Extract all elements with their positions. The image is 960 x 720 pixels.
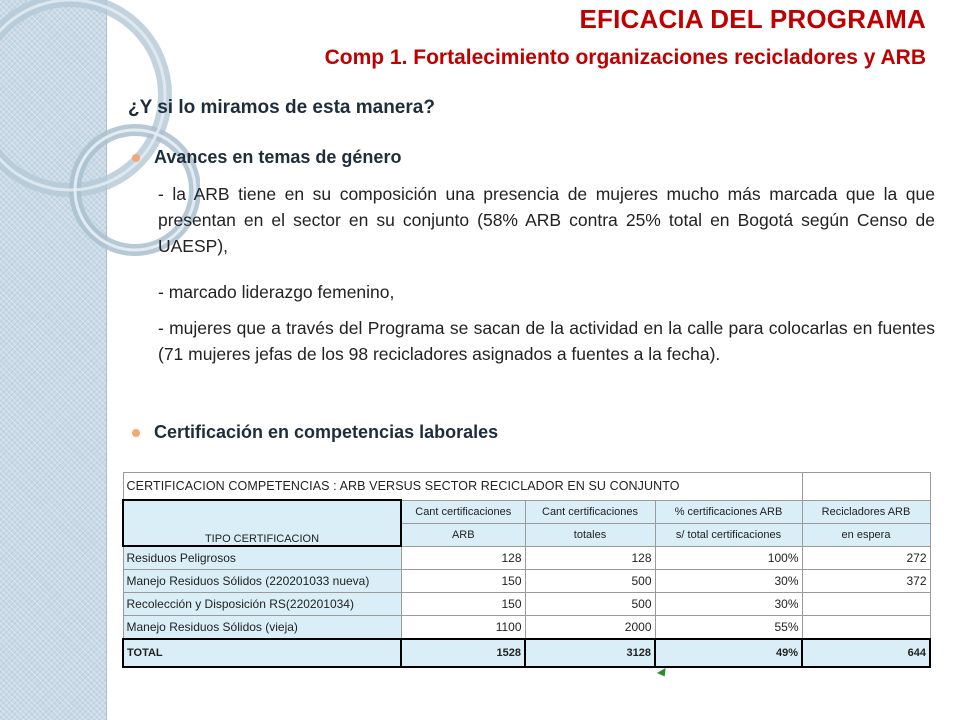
row-espera: 272 (802, 546, 930, 570)
row-tipo: Residuos Peligrosos (123, 546, 401, 570)
header-pct-line1: % certificaciones ARB (655, 500, 802, 523)
row-arb: 1100 (401, 616, 525, 640)
table-row (123, 546, 930, 570)
row-pct: 30% (655, 593, 802, 616)
row-pct: 30% (655, 570, 802, 593)
table-header-row-1 (123, 500, 930, 523)
header-arb-line1: Cant certificaciones (401, 500, 525, 523)
header-pct-line2: s/ total certificaciones (655, 523, 802, 546)
page-subtitle: Comp 1. Fortalecimiento organizaciones recicladores y ARB (324, 46, 926, 69)
bullet-certificacion (136, 422, 498, 443)
header-totales-line1: Cant certificaciones (525, 500, 655, 523)
row-arb: 128 (401, 546, 525, 570)
table-row (123, 616, 930, 640)
row-totales: 2000 (525, 616, 655, 640)
header-tipo: TIPO CERTIFICACION (123, 500, 401, 546)
header-espera-line2: en espera (802, 523, 930, 546)
row-espera (802, 616, 930, 640)
paragraph-composicion: - la ARB tiene en su composición una presencia de mujeres mucho más marcada que la que presentan en el sector en su conjunto (58% ARB contra 25% total en Bogotá según Censo de UAESP), (158, 184, 935, 256)
paragraph-liderazgo: - marcado liderazgo femenino, (158, 282, 395, 302)
cell-error-indicator-icon (657, 668, 669, 679)
total-label: TOTAL (123, 639, 401, 667)
row-arb: 150 (401, 593, 525, 616)
table-row (123, 593, 930, 616)
header-arb-line2: ARB (401, 523, 525, 546)
row-tipo: Recolección y Disposición RS(220201034) (123, 593, 401, 616)
table-caption-empty (802, 473, 930, 501)
row-tipo: Manejo Residuos Sólidos (vieja) (123, 616, 401, 640)
bullet-certificacion-text: Certificación en competencias laborales (154, 422, 499, 442)
page-title: EFICACIA DEL PROGRAMA (579, 4, 926, 34)
row-espera (802, 593, 930, 616)
certification-table (122, 472, 931, 668)
table-caption: CERTIFICACION COMPETENCIAS : ARB VERSUS SECTOR RECICLADOR EN SU CONJUNTO (123, 473, 802, 501)
bullet-genero-text: Avances en temas de género (154, 147, 402, 167)
question-heading: ¿Y si lo miramos de esta manera? (128, 97, 435, 118)
total-pct: 49% (655, 639, 802, 667)
row-pct: 100% (655, 546, 802, 570)
row-arb: 150 (401, 570, 525, 593)
table-total-row (123, 639, 930, 667)
total-totales: 3128 (525, 639, 655, 667)
paragraph-mujeres-fuentes: - mujeres que a través del Programa se sacan de la actividad en la calle para colocarlas en fuentes (71 mujeres jefas de los 98 recicladores asignados a fuentes a la fecha). (158, 318, 935, 364)
total-arb: 1528 (401, 639, 525, 667)
header-totales-line2: totales (525, 523, 655, 546)
table-caption-row (123, 473, 930, 501)
row-totales: 500 (525, 570, 655, 593)
row-totales: 500 (525, 593, 655, 616)
table-row (123, 570, 930, 593)
row-espera: 372 (802, 570, 930, 593)
row-pct: 55% (655, 616, 802, 640)
bullet-genero (136, 147, 401, 168)
header-espera-line1: Recicladores ARB (802, 500, 930, 523)
row-totales: 128 (525, 546, 655, 570)
total-espera: 644 (802, 639, 930, 667)
row-tipo: Manejo Residuos Sólidos (220201033 nueva) (123, 570, 401, 593)
